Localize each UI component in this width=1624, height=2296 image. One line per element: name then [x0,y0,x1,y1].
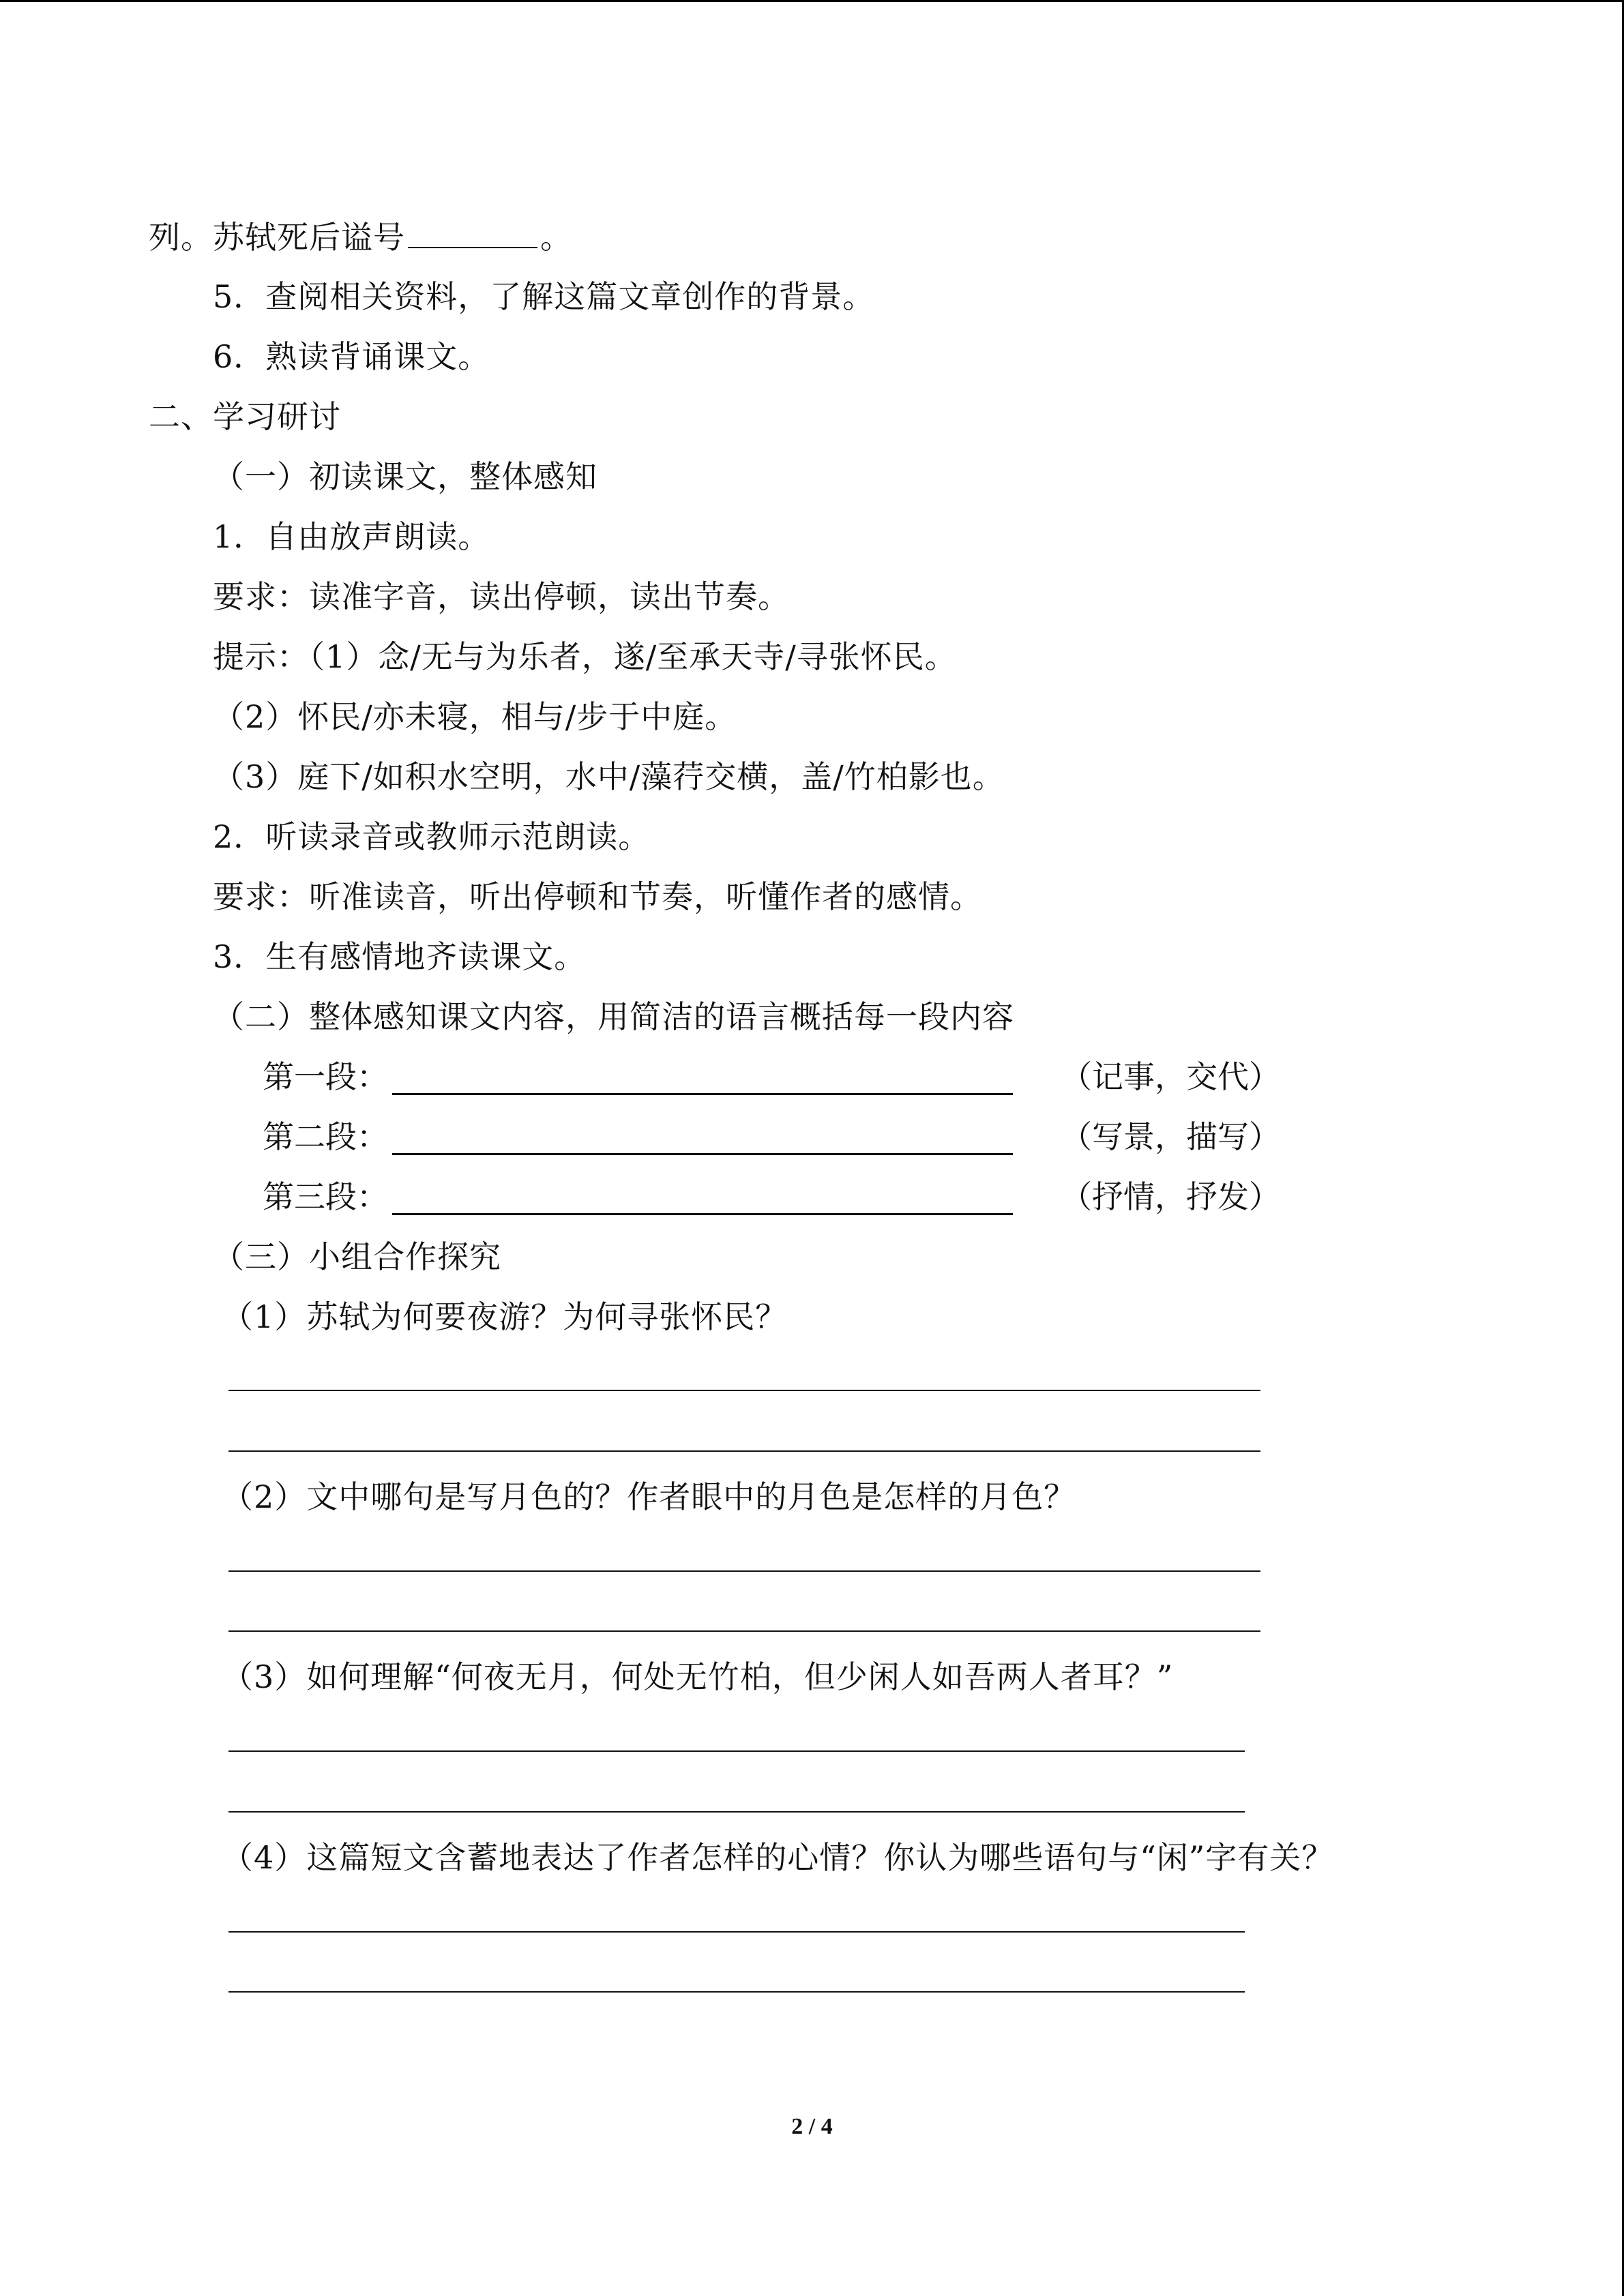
requirement-1: 要求：读准字音，读出停顿，读出节奏。 [213,578,790,615]
question-2: （2）文中哪句是写月色的？作者眼中的月色是怎样的月色？ [222,1478,1076,1515]
requirement-2: 要求：听准读音，听出停顿和节奏，听懂作者的感情。 [213,878,982,915]
summary-label: 第一段： [263,1058,388,1095]
summary-label: 第二段： [263,1118,388,1155]
summary-row-paragraph-3 [263,1176,1286,1217]
answer-line[interactable] [228,1931,1245,1933]
hint-3: （3）庭下/如积水空明，水中/藻荇交横，盖/竹柏影也。 [213,758,1005,795]
answer-line[interactable] [228,1811,1245,1813]
summary-label: 第三段： [263,1178,388,1215]
summary-answer-blank[interactable] [392,1153,1013,1155]
summary-row-paragraph-1 [263,1056,1286,1097]
summary-hint: （记事，交代） [1061,1058,1280,1095]
summary-answer-blank[interactable] [392,1213,1013,1215]
hint-1: 提示：（1）念/无与为乐者，遂/至承天寺/寻张怀民。 [213,638,957,675]
line-text: 列。苏轼死后谥号 [149,219,405,256]
page-number: 2 / 4 [791,2114,833,2139]
question-3: （3）如何理解“何夜无月，何处无竹柏，但少闲人如吾两人者耳？” [222,1658,1174,1695]
subsection-heading-group-inquiry: （三）小组合作探究 [213,1238,501,1275]
step-1-read-aloud: 1．自由放声朗读。 [213,518,490,555]
answer-line[interactable] [228,1750,1245,1752]
subsection-heading-first-reading: （一）初读课文，整体感知 [213,458,597,495]
subsection-heading-summary: （二）整体感知课文内容，用简洁的语言概括每一段内容 [213,998,1014,1035]
summary-row-paragraph-2 [263,1116,1286,1157]
summary-answer-blank[interactable] [392,1093,1013,1095]
answer-line[interactable] [228,1450,1260,1452]
item-6-recite: 6．熟读背诵课文。 [213,338,490,375]
answer-line[interactable] [228,1630,1260,1632]
item-5-background: 5．查阅相关资料，了解这篇文章创作的背景。 [213,278,875,315]
hint-2: （2）怀民/亦未寝，相与/步于中庭。 [213,698,737,735]
answer-line[interactable] [228,1570,1260,1572]
question-4: （4）这篇短文含蓄地表达了作者怎样的心情？你认为哪些语句与“闲”字有关？ [222,1839,1334,1876]
summary-hint: （写景，描写） [1061,1118,1280,1155]
summary-hint: （抒情，抒发） [1061,1178,1280,1215]
step-3-read-together: 3．生有感情地齐读课文。 [213,938,587,975]
answer-line[interactable] [228,1991,1245,1993]
step-2-listen: 2．听读录音或教师示范朗读。 [213,818,651,855]
line-text: 。 [540,219,572,256]
continued-line-posthumous-title [149,217,572,258]
answer-line[interactable] [228,1390,1260,1391]
page-border-top [0,0,1624,2]
question-1: （1）苏轼为何要夜游？为何寻张怀民？ [222,1298,788,1335]
posthumous-title-blank[interactable] [408,220,537,248]
section-heading-study: 二、学习研讨 [149,398,341,435]
